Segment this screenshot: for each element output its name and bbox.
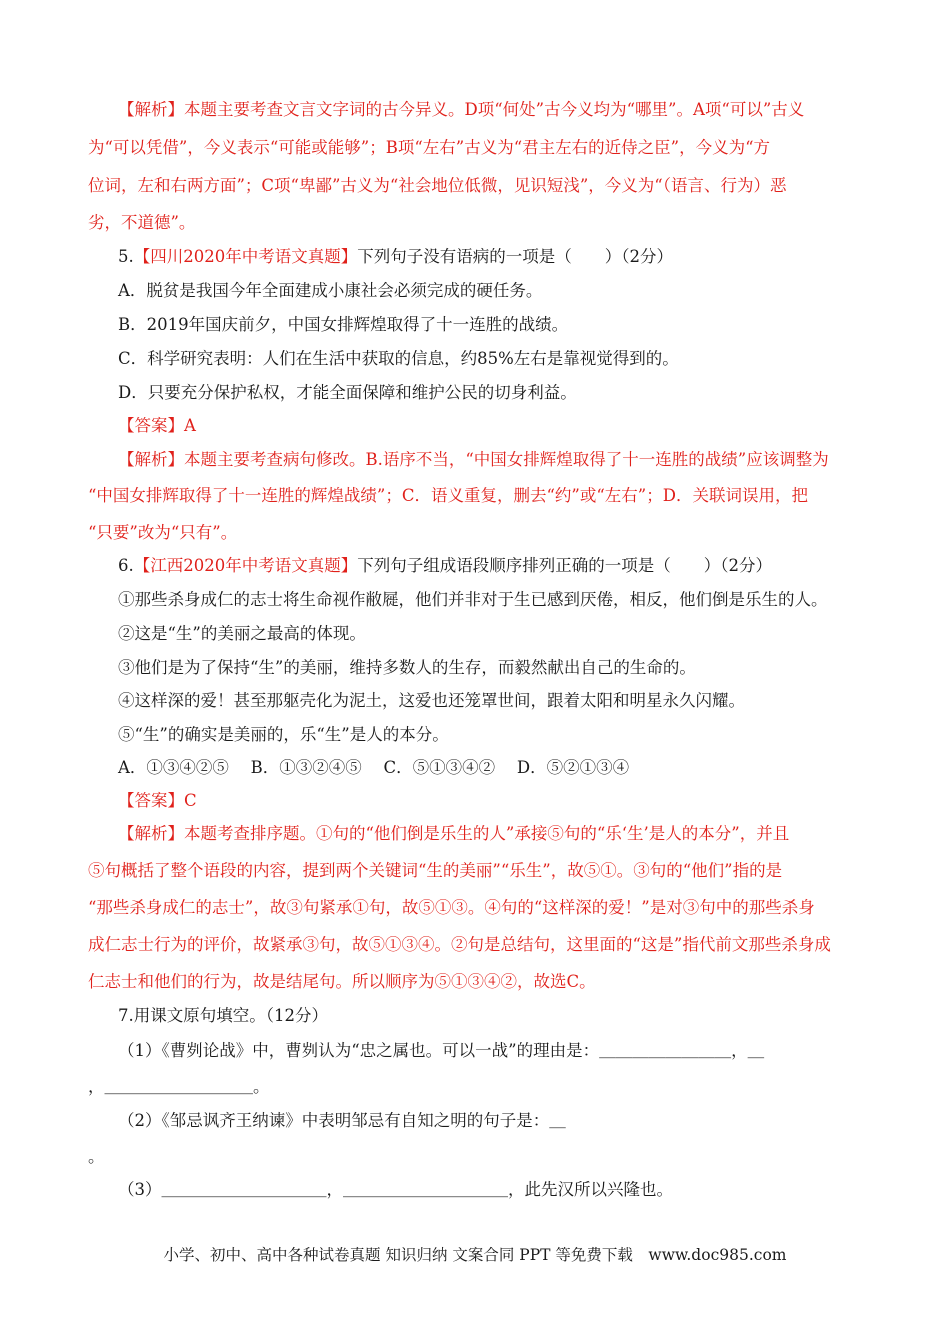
question-7-stem: 7.用课文原句填空。（12分） bbox=[118, 1006, 328, 1025]
fill-blank-item: （1）《曹刿论战》中，曹刿认为“忠之属也。可以一战”的理由是：＿＿＿＿＿＿＿＿，＿ bbox=[118, 1041, 765, 1060]
question-number: 5. bbox=[118, 247, 134, 266]
sentence-2: ②这是“生”的美丽之最高的体现。 bbox=[118, 624, 366, 643]
fill-blank-item: （2）《邹忌讽齐王纳谏》中表明邹忌有自知之明的句子是：＿ bbox=[118, 1111, 566, 1130]
source-tag: 【江西2020年中考语文真题】 bbox=[133, 556, 358, 575]
fill-blank-item: 。 bbox=[88, 1147, 105, 1166]
answer: 【答案】C bbox=[118, 791, 197, 810]
fill-blank-item: （3）＿＿＿＿＿＿＿＿＿＿，＿＿＿＿＿＿＿＿＿＿，此先汉所以兴隆也。 bbox=[118, 1180, 673, 1199]
sentence-4: ④这样深的爱！甚至那躯壳化为泥土，这爱也还笼罩世间，跟着太阳和明星永久闪耀。 bbox=[118, 691, 745, 710]
question-number: 6. bbox=[118, 556, 134, 575]
answer: 【答案】A bbox=[118, 416, 196, 435]
question-text: 下列句子没有语病的一项是（ ）（2分） bbox=[357, 247, 673, 266]
sentence-3: ③他们是为了保持“生”的美丽，维持多数人的生存，而毅然献出自己的生命的。 bbox=[118, 658, 696, 677]
option-b: B．2019年国庆前夕，中国女排辉煌取得了十一连胜的战绩。 bbox=[118, 315, 569, 334]
page-footer: 小学、初中、高中各种试卷真题 知识归纳 文案合同 PPT 等免费下载 www.doc985.com bbox=[163, 1246, 787, 1264]
source-tag: 【四川2020年中考语文真题】 bbox=[133, 247, 358, 266]
question-5-stem bbox=[118, 246, 673, 268]
analysis-line: 仁志士和他们的行为，故是结尾句。所以顺序为⑤①③④②，故选C。 bbox=[88, 972, 596, 991]
analysis-line: 劣，不道德”。 bbox=[88, 213, 196, 232]
analysis-line: 【解析】本题主要考查文言文字词的古今异义。D项“何处”古今义均为“哪里”。A项“可以”古义 bbox=[118, 100, 805, 119]
option-a: A．脱贫是我国今年全面建成小康社会必须完成的硬任务。 bbox=[118, 281, 543, 300]
analysis-line: ⑤句概括了整个语段的内容，提到两个关键词“生的美丽”“乐生”，故⑤①。③句的“他们”指的是 bbox=[88, 861, 783, 880]
analysis-line: 【解析】本题主要考查病句修改。B.语序不当，“中国女排辉煌取得了十一连胜的战绩”应该调整为 bbox=[118, 450, 829, 469]
analysis-line: 成仁志士行为的评价，故紧承③句，故⑤①③④。②句是总结句，这里面的“这是”指代前文那些杀身成 bbox=[88, 935, 831, 954]
option-d: D．只要充分保护私权，才能全面保障和维护公民的切身利益。 bbox=[118, 383, 577, 402]
sentence-1: ①那些杀身成仁的志士将生命视作敝屣，他们并非对于生已感到厌倦，相反，他们倒是乐生的人。 bbox=[118, 590, 828, 609]
analysis-line: “那些杀身成仁的志士”，故③句紧承①句，故⑤①③。④句的“这样深的爱！”是对③句中的那些杀身 bbox=[88, 898, 815, 917]
sentence-5: ⑤“生”的确实是美丽的，乐“生”是人的本分。 bbox=[118, 725, 449, 744]
question-text: 下列句子组成语段顺序排列正确的一项是（ ）（2分） bbox=[357, 556, 772, 575]
analysis-line: “只要”改为“只有”。 bbox=[88, 523, 238, 542]
analysis-line: 位词，左和右两方面”；C项“卑鄙”古义为“社会地位低微，见识短浅”，今义为“（语言、行为）恶 bbox=[88, 176, 787, 195]
option-c: C．科学研究表明：人们在生活中获取的信息，约85%左右是靠视觉得到的。 bbox=[118, 349, 679, 368]
fill-blank-item: ，＿＿＿＿＿＿＿＿＿。 bbox=[88, 1077, 270, 1096]
analysis-line: “中国女排辉取得了十一连胜的辉煌战绩”；C．语义重复，删去“约”或“左右”；D．关联词误用，把 bbox=[88, 486, 808, 505]
analysis-line: 【解析】本题考查排序题。①句的“他们倒是乐生的人”承接⑤句的“乐‘生’是人的本分”，并且 bbox=[118, 824, 790, 843]
options: A．①③④②⑤ B．①③②④⑤ C．⑤①③④② D．⑤②①③④ bbox=[118, 758, 630, 777]
analysis-line: 为“可以凭借”，今义表示“可能或能够”；B项“左右”古义为“君主左右的近侍之臣”，今义为“方 bbox=[88, 138, 771, 157]
question-6-stem bbox=[118, 555, 772, 577]
